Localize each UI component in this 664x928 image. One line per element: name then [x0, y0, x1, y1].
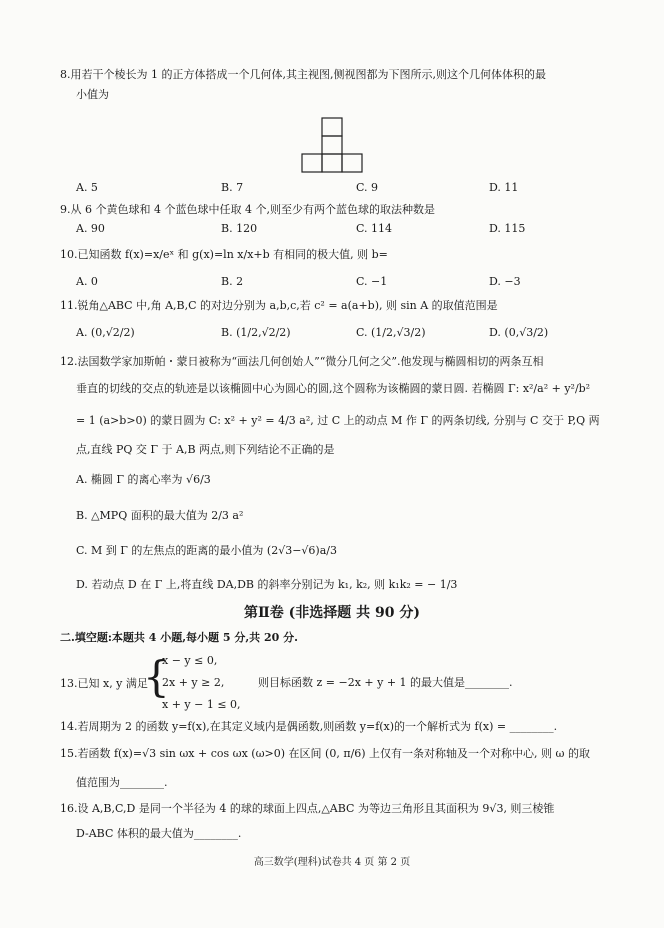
q16-stem-line2: D-ABC 体积的最大值为________. — [76, 827, 242, 840]
q12-option-c: C. M 到 Γ 的左焦点的距离的最小值为 (2√3−√6)a/3 — [76, 544, 337, 557]
q10-stem: 10.已知函数 f(x)=x/eˣ 和 g(x)=ln x/x+b 有相同的极大值, 则 b= — [60, 248, 388, 261]
q13-prefix: 13.已知 x, y 满足 — [60, 677, 148, 690]
q9-option-d: D. 115 — [489, 222, 526, 235]
q8-option-b: B. 7 — [221, 181, 244, 194]
q8-stem-line2: 小值为 — [76, 88, 109, 101]
q12-stem-line2: 垂直的切线的交点的轨迹是以该椭圆中心为圆心的圆,这个圆称为该椭圆的蒙日圆. 若椭圆 Γ: x²/a² + y²/b² — [76, 382, 591, 395]
q12-option-a: A. 椭圆 Γ 的离心率为 √6/3 — [76, 473, 211, 486]
q15-stem-line1: 15.若函数 f(x)=√3 sin ωx + cos ωx (ω>0) 在区间 (0, π/6) 上仅有一条对称轴及一个对称中心, 则 ω 的取 — [60, 747, 591, 760]
q10-option-b: B. 2 — [221, 275, 244, 288]
q8-view-figure — [300, 117, 366, 175]
q12-stem-line4: 点,直线 PQ 交 Γ 于 A,B 两点,则下列结论不正确的是 — [76, 443, 335, 456]
fill-in-header: 二.填空题:本题共 4 小题,每小题 5 分,共 20 分. — [60, 631, 298, 644]
q10-options — [76, 274, 636, 290]
q9-option-c: C. 114 — [356, 222, 393, 235]
cube-view-diagram — [300, 117, 366, 175]
q14-stem: 14.若周期为 2 的函数 y=f(x),在其定义域内是偶函数,则函数 y=f(x)的一个解析式为 f(x) = ________. — [60, 720, 558, 733]
q13-suffix: 则目标函数 z = −2x + y + 1 的最大值是________. — [258, 676, 513, 689]
q12-stem-line3: = 1 (a>b>0) 的蒙日圆为 C: x² + y² = 4/3 a², 过 C 上的动点 M 作 Γ 的两条切线, 分别与 C 交于 P,Q 两 — [76, 414, 600, 427]
q10-option-c: C. −1 — [356, 275, 388, 288]
q9-option-b: B. 120 — [221, 222, 258, 235]
q16-stem-line1: 16.设 A,B,C,D 是同一个半径为 4 的球的球面上四点,△ABC 为等边三角形且其面积为 9√3, 则三棱锥 — [60, 802, 555, 815]
q13-constraint-2: 2x + y ≥ 2, — [162, 676, 225, 689]
page-footer: 高三数学(理科)试卷共 4 页 第 2 页 — [253, 857, 411, 868]
q11-stem: 11.锐角△ABC 中,角 A,B,C 的对边分别为 a,b,c,若 c² = a(a+b), 则 sin A 的取值范围是 — [60, 299, 498, 312]
q10-option-d: D. −3 — [489, 275, 521, 288]
q11-options — [76, 325, 636, 341]
q13-constraint-3: x + y − 1 ≤ 0, — [162, 698, 241, 711]
q11-option-c: C. (1/2,√3/2) — [356, 326, 426, 339]
q11-option-d: D. (0,√3/2) — [489, 326, 549, 339]
q11-option-a: A. (0,√2/2) — [76, 326, 135, 339]
q9-option-a: A. 90 — [76, 222, 105, 235]
q11-option-b: B. (1/2,√2/2) — [221, 326, 291, 339]
q8-option-d: D. 11 — [489, 181, 519, 194]
q9-options — [76, 221, 636, 237]
q8-option-a: A. 5 — [76, 181, 98, 194]
q13-brace: { — [143, 652, 170, 701]
q9-stem: 9.从 6 个黄色球和 4 个蓝色球中任取 4 个,则至少有两个蓝色球的取法种数是 — [60, 203, 435, 216]
q13-constraint-1: x − y ≤ 0, — [162, 654, 218, 667]
section-2-title: 第Ⅱ卷 (非选择题 共 90 分) — [243, 605, 421, 621]
q8-options — [76, 180, 636, 196]
q12-stem-line1: 12.法国数学家加斯帕・蒙日被称为“画法几何创始人”“微分几何之父”.他发现与椭圆相切的两条互相 — [60, 355, 544, 368]
q12-option-b: B. △MPQ 面积的最大值为 2/3 a² — [76, 509, 244, 522]
q8-option-c: C. 9 — [356, 181, 379, 194]
q10-option-a: A. 0 — [76, 275, 98, 288]
q8-stem-line1: 8.用若干个棱长为 1 的正方体搭成一个几何体,其主视图,侧视图都为下图所示,则这个几何体体积的最 — [60, 68, 546, 81]
q15-stem-line2: 值范围为________. — [76, 776, 168, 789]
q12-option-d: D. 若动点 D 在 Γ 上,将直线 DA,DB 的斜率分别记为 k₁, k₂, 则 k₁k₂ = − 1/3 — [76, 578, 458, 591]
